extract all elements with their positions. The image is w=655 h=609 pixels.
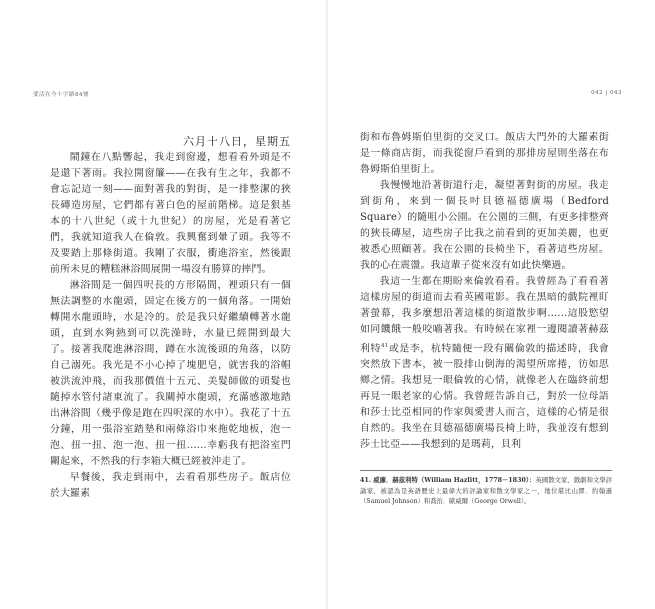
footnote-label: 41. 威廉．赫茲利特（William Hazlitt，1778－1830）： bbox=[360, 477, 536, 484]
paragraph bbox=[360, 274, 609, 453]
right-page bbox=[328, 0, 655, 609]
page-numbers: 042 | 043 bbox=[591, 90, 622, 96]
date-heading: 六月十八日，星期五 bbox=[183, 135, 291, 148]
footnote-divider bbox=[360, 470, 612, 471]
paragraph: 淋浴間是一個四呎長的方形隔間，裡頭只有一個無法調整的水龍頭，固定在後方的一個角落。一開始轉開水龍頭時，水是冷的。於是我只好繼續轉著水龍頭，直到水夠熱到可以洗澡時，水量已經開到最大了。接著我爬進淋浴間，蹲在水流後頭的角落，以防自己溺死。我光是不小心掉了塊肥皂，就害我的浴帽被洪流沖飛，而我那價值十五元、美髮師做的頭髮也隨掉水管付諸東流了。我關掉水龍頭，充滿感激地踏出淋浴間（幾乎像是跑在四呎深的水中）。我花了十五分鐘，用一張浴室踏墊和兩條浴巾來拖乾地板，泡一泡、扭一扭、泡一泡、扭一扭……幸虧我有把浴室門關起來，不然我的行李箱大概已經被沖走了。 bbox=[50, 280, 291, 467]
footnote bbox=[360, 476, 612, 508]
left-page bbox=[0, 0, 327, 609]
paragraph: 早餐後，我走到雨中，去看看那些房子。飯店位於大羅素 bbox=[50, 472, 291, 499]
right-body-text bbox=[360, 130, 609, 453]
paragraph-text: 我這一生都在期盼來倫敦看看。我曾經為了看看著這樣房屋的街道而去看英國電影。我在黑暗的戲院裡盯著螢幕，我多麼想沿著這樣的街道散步啊……這股慾望如同饑餓一般咬嚙著我。有時候在家裡一邊閱讀著赫茲利特 bbox=[360, 276, 609, 355]
paragraph-continuation: 街和布魯姆斯伯里街的交叉口。飯店大門外的大羅素街是一條商店街，而我從窗戶看到的那排房屋則坐落在布魯姆斯伯里街上。 bbox=[360, 132, 609, 175]
footnote-reference: 41 bbox=[381, 343, 389, 349]
left-body-text bbox=[50, 150, 291, 502]
paragraph: 我慢慢地沿著街道行走，凝望著對街的房屋。我走到街角，來到一個長吋貝德福德廣場（Bedford Square）的隨咀小公園。在公園的三側，有更多排整齊的狹長磚屋，這些房子比我之前看到的更加美麗，也更被悉心照顧著。我在公園的長椅坐下，看著這些房屋。我的心在震盪。我這輩子從來沒有如此快樂過。 bbox=[360, 180, 609, 271]
paragraph: 鬧鐘在八點響起，我走到窗邊，想看看外頭是不是還下著雨。我拉開窗簾——在我有生之年，我都不會忘記這一刻——面對著我的對街，是一排整潔的狹長磚造房屋，它們都有著白色的屋前階梯。這是狠基本的十八世紀（或十九世紀）的房屋，光是看著它們，我就知道我人在倫敦。我興奮到暈了頭。我等不及要踏上那條街道。我剛了衣服，衝進浴室，然後跟前所未見的糟糕淋浴間展開一場沒有勝算的摔鬥。 bbox=[50, 152, 291, 275]
footnote-text: 英國散文家、戲劇和文學評論家，被認為是英語歷史上最偉大的評論家和散文學家之一，地位堪比山繆．約翰遜（Samuel Johnson）和喬治．歐威爾（George Orwell）。 bbox=[360, 477, 612, 505]
left-running-head: 要活在今十字路84號 bbox=[33, 92, 89, 98]
paragraph-text: 或是李，杭特隨便一段有關倫敦的描述時，我會突然放下書本，被一股排山倒海的渴望所席捲，彷如思鄉之情。我想見一眼倫敦的心情，就像老人在臨終前想再見一眼老家的心情。我曾經告訴自己，對於一位母語和莎士比亞相同的作家與愛書人而言，這樣的心情是很自然的。我坐在貝德福德廣場長椅上時，我並沒有想到莎士比亞——我想到的是瑪莉，貝利 bbox=[360, 343, 610, 451]
